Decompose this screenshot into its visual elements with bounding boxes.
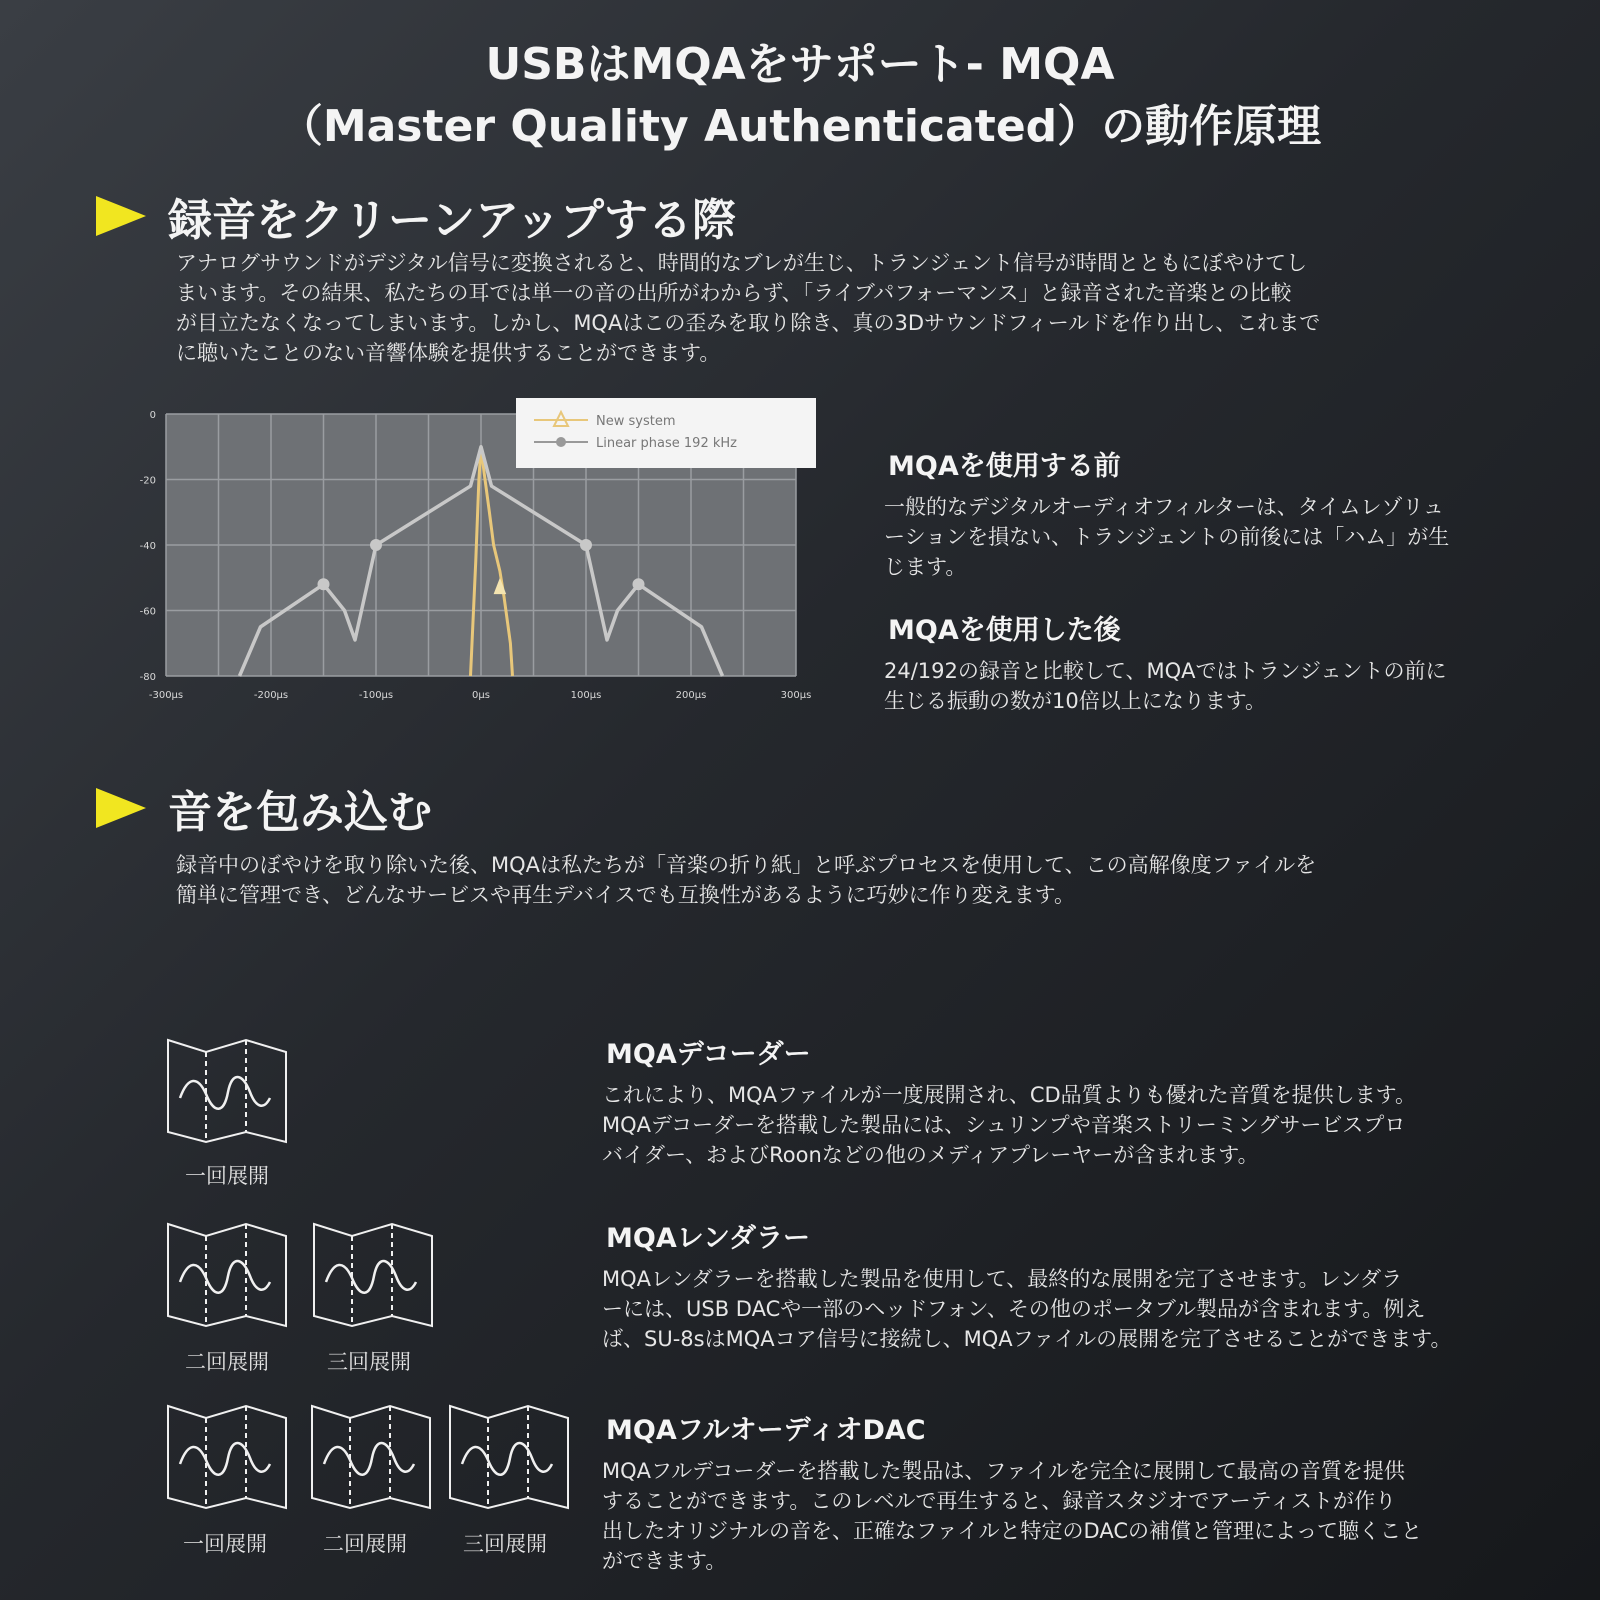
legend-label-linear-phase: Linear phase 192 kHz <box>596 436 737 451</box>
body-line: 録音中のぼやけを取り除いた後、MQAは私たちが「音楽の折り紙」と呼ぶプロセスを使用して、この高解像度ファイルを <box>176 853 1317 877</box>
body-line: バイダー、およびRoonなどの他のメディアプレーヤーが含まれます。 <box>602 1143 1259 1167</box>
impulse-response-chart <box>96 398 826 718</box>
renderer-heading: MQAレンダラー <box>606 1223 810 1254</box>
fold-label-decoder-1: 一回展開 <box>185 1164 269 1188</box>
chart-x-tick-label: 100µs <box>570 690 602 701</box>
body-line: 生じる振動の数が10倍以上になります。 <box>884 689 1267 713</box>
chart-y-tick-label: -60 <box>139 606 156 618</box>
body-line: アナログサウンドがデジタル信号に変換されると、時間的なブレが生じ、トランジェント信号が時間とともにぼやけてし <box>176 251 1307 275</box>
body-line: まいます。その結果、私たちの耳では単一の音の出所がわからず、「ライブパフォーマンス」と録音された音楽との比較 <box>176 281 1292 305</box>
section-heading-cleanup <box>96 184 736 248</box>
body-line: 簡単に管理でき、どんなサービスや再生デバイスでも互換性があるように巧妙に作り変えます。 <box>176 883 1076 907</box>
chart-x-tick-label: 200µs <box>675 690 707 701</box>
body-line: ば、SU-8sはMQAコア信号に接続し、MQAファイルの展開を完了させることができます。 <box>602 1327 1452 1351</box>
body-line: MQAレンダラーを搭載した製品を使用して、最終的な展開を完了させます。レンダラ <box>602 1267 1403 1291</box>
section-heading-wrap <box>96 776 432 840</box>
body-line: に聴いたことのない音響体験を提供することができます。 <box>176 341 721 365</box>
origami-fold-icon <box>448 1402 570 1518</box>
chart-svg <box>96 398 826 718</box>
chart-y-tick-label: -80 <box>139 672 156 683</box>
title-line-2: （Master Quality Authenticated）の動作原理 <box>278 101 1322 152</box>
body-line: 24/192の録音と比較して、MQAではトランジェントの前に <box>884 659 1447 683</box>
body-line: MQAデコーダーを搭載した製品には、シュリンプや音楽ストリーミングサービスプロ <box>602 1113 1406 1137</box>
legend-label-new-system: New system <box>596 414 676 429</box>
body-line: ができます。 <box>602 1549 727 1573</box>
after-body <box>884 656 1564 716</box>
chart-y-tick-label: -40 <box>139 541 156 552</box>
body-line: することができます。このレベルで再生すると、録音スタジオでアーティストが作り <box>602 1489 1397 1513</box>
section-heading-label: 録音をクリーンアップする際 <box>168 195 737 246</box>
origami-fold-icon <box>166 1036 288 1152</box>
section-heading-label: 音を包み込む <box>168 787 432 838</box>
chart-marker-linear <box>370 539 382 551</box>
section2-body <box>176 850 1496 910</box>
chart-marker-linear <box>633 578 645 590</box>
yellow-arrow-icon <box>96 788 146 828</box>
before-heading: MQAを使用する前 <box>888 451 1121 482</box>
legend-marker-linear-phase <box>556 437 566 447</box>
fold-label-renderer-2: 三回展開 <box>327 1350 411 1374</box>
body-line: 出したオリジナルの音を、正確なファイルと特定のDACの補償と管理によって聴くこと <box>602 1519 1422 1543</box>
chart-y-tick-label: -20 <box>139 475 156 487</box>
origami-fold-icon <box>166 1402 288 1518</box>
body-line: ーションを損ない、トランジェントの前後には「ハム」が生 <box>884 525 1450 549</box>
chart-x-tick-label: 0µs <box>472 690 490 701</box>
body-line: MQAフルデコーダーを搭載した製品は、ファイルを完全に展開して最高の音質を提供 <box>602 1459 1405 1483</box>
full-dac-body <box>602 1456 1562 1576</box>
decoder-heading: MQAデコーダー <box>606 1039 811 1070</box>
chart-marker-linear <box>580 539 592 551</box>
renderer-body <box>602 1264 1592 1354</box>
after-heading: MQAを使用した後 <box>888 615 1121 646</box>
decoder-body <box>602 1080 1562 1170</box>
origami-fold-icon <box>166 1220 288 1336</box>
body-line: これにより、MQAファイルが一度展開され、CD品質よりも優れた音質を提供します。 <box>602 1083 1417 1107</box>
title-line-1: USBはMQAをサポート- MQA <box>485 39 1115 90</box>
section1-body <box>176 248 1496 368</box>
full-dac-heading: MQAフルオーディオDAC <box>606 1415 926 1446</box>
chart-x-tick-label: -100µs <box>358 690 394 701</box>
chart-x-tick-label: -200µs <box>253 690 289 701</box>
fold-label-full-3: 三回展開 <box>463 1532 547 1556</box>
origami-fold-icon <box>310 1402 432 1518</box>
body-line: が目立たなくなってしまいます。しかし、MQAはこの歪みを取り除き、真の3Dサウンドフィールドを作り出し、これまで <box>176 311 1321 335</box>
page-title <box>0 34 1600 158</box>
chart-y-tick-label: 0 <box>149 410 156 421</box>
fold-label-renderer-1: 二回展開 <box>185 1350 269 1374</box>
body-line: 一般的なデジタルオーディオフィルターは、タイムレゾリュ <box>884 495 1444 519</box>
fold-label-full-1: 一回展開 <box>183 1532 267 1556</box>
chart-x-tick-label: -300µs <box>148 690 184 701</box>
chart-legend-box <box>516 398 816 468</box>
yellow-arrow-icon <box>96 196 146 236</box>
body-line: ーには、USB DACや一部のヘッドフォン、その他のポータブル製品が含まれます。例え <box>602 1297 1426 1321</box>
chart-x-tick-label: 300µs <box>780 690 812 701</box>
chart-marker-linear <box>318 578 330 590</box>
fold-label-full-2: 二回展開 <box>323 1532 407 1556</box>
origami-fold-icon <box>312 1220 434 1336</box>
before-body <box>884 492 1564 582</box>
body-line: じます。 <box>884 555 967 579</box>
